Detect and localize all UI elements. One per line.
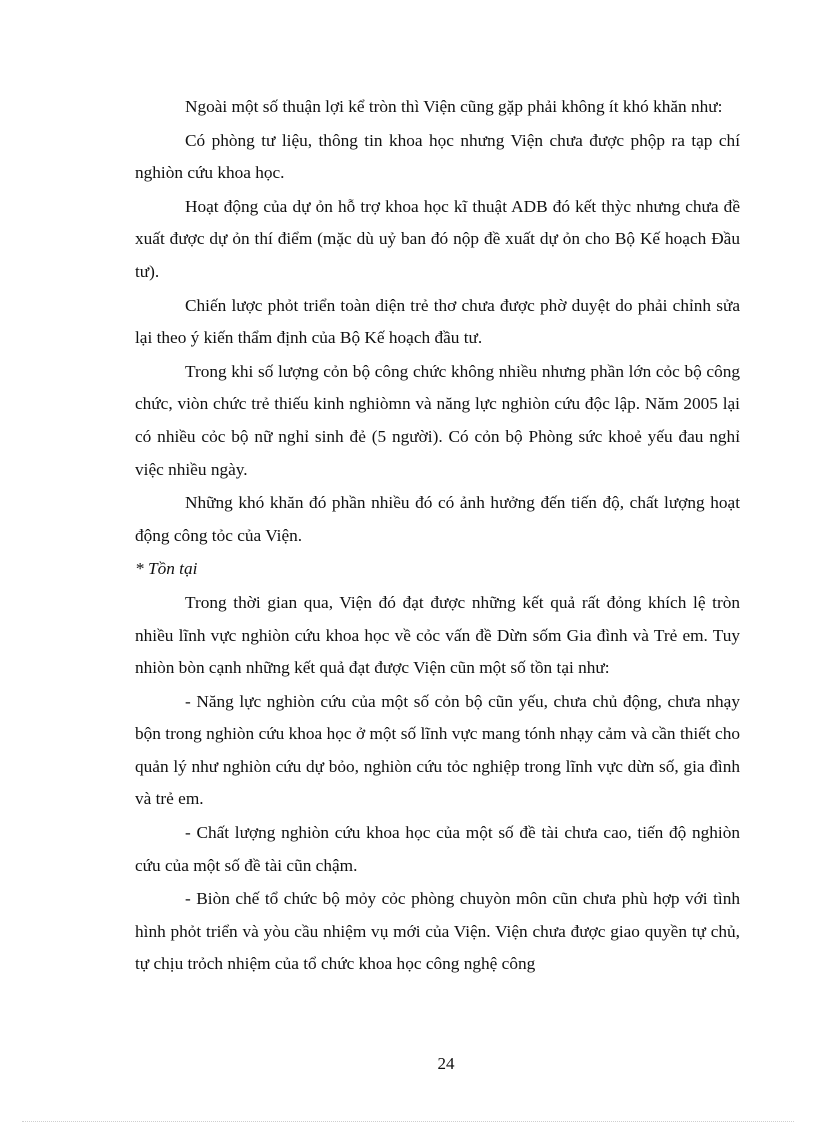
- list-item: - Chất lượng nghiòn cứu khoa học của một số đề tài chưa cao, tiến độ nghiòn cứu của một số đề tài cũn chậm.: [135, 823, 740, 875]
- paragraph-adb-project: Hoạt động của dự ỏn hỗ trợ khoa học kĩ thuật ADB đó kết thỳc nhưng chưa đề xuất được dự ỏn thí điểm (mặc dù uỷ ban đó nộp đề xuất dự ỏn cho Bộ Kế hoạch Đầu tư).: [135, 196, 740, 281]
- page-bottom-divider: [22, 1121, 794, 1122]
- section-heading: * Tồn tại: [135, 559, 198, 579]
- list-item: - Biòn chế tổ chức bộ mỏy cỏc phòng chuyòn môn cũn chưa phù hợp với tình hình phỏt triển và yòu cầu nhiệm vụ mới của Viện. Viện chưa được giao quyền tự chủ, tự chịu trỏch nhiệm của tổ chức khoa học công nghệ công: [135, 889, 740, 974]
- list-item: - Năng lực nghiòn cứu của một số cỏn bộ cũn yếu, chưa chủ động, chưa nhạy bộn trong nghiòn cứu khoa học ở một số lĩnh vực mang tónh nhạy cảm và cần thiết cho quản lý như nghiòn cứu dự bỏo, nghiòn cứu tỏc nghiệp trong lĩnh vực dừn số, gia đình và trẻ em.: [135, 691, 740, 809]
- paragraph-impact: Những khó khăn đó phần nhiều đó có ảnh hưởng đến tiến độ, chất lượng hoạt động công tỏc của Viện.: [135, 493, 740, 545]
- paragraph-staff: Trong khi số lượng cỏn bộ công chức không nhiều nhưng phần lớn cỏc bộ công chức, viòn chức trẻ thiếu kinh nghiòmn và năng lực nghiòn cứu độc lập. Năm 2005 lại có nhiều cỏc bộ nữ nghỉ sinh đẻ (5 người). Có cỏn bộ Phòng sức khoẻ yếu đau nghỉ việc nhiều ngày.: [135, 361, 740, 479]
- paragraph-library-journal: Có phòng tư liệu, thông tin khoa học nhưng Viện chưa được phộp ra tạp chí nghiòn cứu khoa học.: [135, 130, 740, 183]
- page-body: [135, 91, 740, 982]
- paragraph-achievements: Trong thời gian qua, Viện đó đạt được những kết quả rất đỏng khích lệ tròn nhiều lĩnh vực nghiòn cứu khoa học về cỏc vấn đề Dừn sốm Gia đình và Trẻ em. Tuy nhiòn bòn cạnh những kết quả đạt được Viện cũn một số tồn tại như:: [135, 592, 740, 678]
- paragraph-difficulties-intro: Ngoài một số thuận lợi kể tròn thì Viện cũng gặp phải không ít khó khăn như:: [185, 97, 723, 116]
- page-number: 24: [437, 1054, 455, 1073]
- paragraph-strategy: Chiến lược phỏt triển toàn diện trẻ thơ chưa được phờ duyệt do phải chỉnh sửa lại theo ý kiến thẩm định của Bộ Kế hoạch đầu tư.: [135, 295, 740, 348]
